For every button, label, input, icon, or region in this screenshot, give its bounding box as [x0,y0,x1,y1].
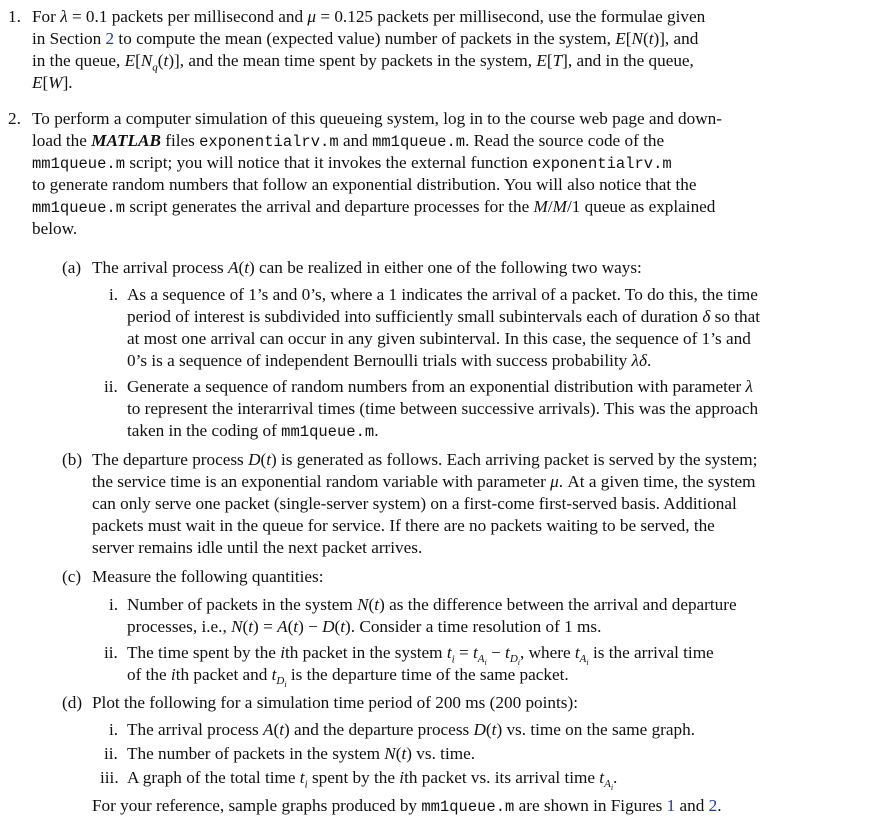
sub-c-text: Measure the following quantities: [92,567,324,586]
file-exponentialrv: exponentialrv.m [199,133,339,151]
sub-a-i-line-3: at most one arrival can occur in any given subinterval. In this case, the sequence of 1’s and [127,329,751,348]
item-1-line-3: in the queue, $E[N_q(t)]$, and the mean time spent by packets in the system, E[T], and in the queue, [32,51,694,74]
sub-b-line-2: the service time is an exponential random variable with parameter μ. At a given time, the system [92,472,756,491]
sub-d-ii-label: ii. [104,744,118,763]
sub-c-i-label: i. [109,595,119,614]
sub-d-iii-text: A graph of the total time $t_i$ spent by the ith packet vs. its arrival time $t_{A_i}$. [127,768,618,793]
item-2-number: 2. [8,109,21,128]
sub-b-line-1: The departure process D(t) is generated as follows. Each arriving packet is served by the system; [92,450,758,469]
sub-a-i-label: i. [109,285,119,304]
figure-2-link[interactable]: 2 [708,796,718,815]
item-1-number: 1. [8,7,21,26]
sub-d-i-label: i. [109,720,119,739]
sub-a-i-line-2: period of interest is subdivided into sufficiently small subintervals each of duration δ so that [127,307,761,326]
sub-d-reference: For your reference, sample graphs produced by mm1queue.m are shown in Figures 1 and 2. [92,796,722,816]
sub-a-text: The arrival process A(t) can be realized in either one of the following two ways: [92,258,642,277]
sub-d-ii-text: The number of packets in the system N(t) vs. time. [127,744,476,763]
item-2-line-2: load the MATLAB files exponentialrv.m and mm1queue.m. Read the source code of the [32,131,665,151]
sub-d-text: Plot the following for a simulation time period of 200 ms (200 points): [92,693,578,712]
sub-c-label: (c) [62,567,82,586]
item-2-line-4: to generate random numbers that follow an exponential distribution. You will also notice that the [32,175,697,194]
sub-b-label: (b) [62,450,83,469]
sub-d-i-text: The arrival process A(t) and the departure process D(t) vs. time on the same graph. [127,720,696,739]
section-link[interactable]: 2 [105,29,115,48]
sub-b-line-5: server remains idle until the next packet arrives. [92,538,423,557]
sub-c-ii-line-1: The time spent by the ith packet in the system $t_i = t_{A_i} - t_{D_i}$, where $t_{A_i}$ is the arrival time [127,643,714,668]
item-2-line-6: below. [32,219,78,238]
sub-a-i-line-1: As a sequence of 1’s and 0’s, where a 1 indicates the arrival of a packet. To do this, the time [127,285,758,304]
sub-d-label: (d) [62,693,83,712]
sub-a-ii-line-3: taken in the coding of mm1queue.m. [127,421,379,441]
file-mm1queue: mm1queue.m [372,133,466,151]
sub-a-i-line-4: 0’s is a sequence of independent Bernoulli trials with success probability λδ. [127,351,652,370]
sub-c-i-line-2: processes, i.e., N(t) = A(t) − D(t). Consider a time resolution of 1 ms. [127,617,602,636]
sub-c-ii-line-2: of the ith packet and $t_{D_i}$ is the departure time of the same packet. [127,665,569,690]
item-1-line-2: in Section 2 to compute the mean (expected value) number of packets in the system, E[N(t)], and [32,29,699,48]
sub-c-ii-label: ii. [104,643,118,662]
item-1-line-1: For λ = 0.1 packets per millisecond and μ = 0.125 packets per millisecond, use the formulae given [32,7,706,26]
sub-a-ii-line-2: to represent the interarrival times (time between successive arrivals). This was the approach [127,399,759,418]
figure-1-link[interactable]: 1 [666,796,676,815]
sub-b-line-3: can only serve one packet (single-server system) on a first-come first-served basis. Additional [92,494,737,513]
sub-c-i-line-1: Number of packets in the system N(t) as the difference between the arrival and departure [127,595,737,614]
sub-a-label: (a) [62,258,82,277]
sub-d-iii-label: iii. [100,768,119,787]
sub-a-ii-line-1: Generate a sequence of random numbers from an exponential distribution with parameter λ [127,377,753,396]
sub-b-line-4: packets must wait in the queue for service. If there are no packets waiting to be served, the [92,516,715,535]
item-2-line-3: mm1queue.m script; you will notice that it invokes the external function exponentialrv.m [32,153,672,173]
item-2-line-5: mm1queue.m script generates the arrival and departure processes for the M/M/1 queue as explained [32,197,716,217]
matlab-label: MATLAB [91,131,161,150]
item-1-line-4: E[W]. [32,73,73,92]
item-2-line-1: To perform a computer simulation of this queueing system, log in to the course web page and down- [32,109,722,128]
sub-a-ii-label: ii. [104,377,118,396]
